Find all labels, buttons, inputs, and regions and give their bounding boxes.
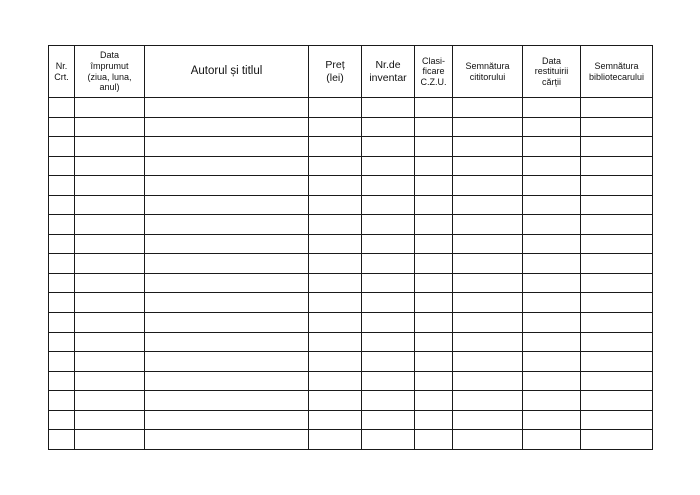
table-cell-semnatura-cititor[interactable] — [453, 176, 523, 196]
table-cell-semnatura-bibliotecar[interactable] — [581, 98, 653, 118]
table-cell-pret[interactable] — [309, 332, 362, 352]
table-cell-pret[interactable] — [309, 273, 362, 293]
table-cell-semnatura-cititor[interactable] — [453, 352, 523, 372]
table-cell-data-restituire[interactable] — [523, 313, 581, 333]
table-cell-semnatura-cititor[interactable] — [453, 332, 523, 352]
table-cell-autor-titlu[interactable] — [145, 352, 309, 372]
table-cell-data-imprumut[interactable] — [75, 391, 145, 411]
table-cell-nr-inventar[interactable] — [362, 254, 415, 274]
table-cell-data-restituire[interactable] — [523, 117, 581, 137]
table-cell-nr-inventar[interactable] — [362, 195, 415, 215]
table-cell-autor-titlu[interactable] — [145, 195, 309, 215]
table-cell-clasificare[interactable] — [415, 215, 453, 235]
table-row — [49, 352, 653, 372]
table-cell-pret[interactable] — [309, 234, 362, 254]
table-cell-data-restituire[interactable] — [523, 156, 581, 176]
table-cell-nr[interactable] — [49, 293, 75, 313]
table-cell-autor-titlu[interactable] — [145, 215, 309, 235]
table-cell-semnatura-cititor[interactable] — [453, 215, 523, 235]
table-cell-data-imprumut[interactable] — [75, 293, 145, 313]
table-cell-semnatura-bibliotecar[interactable] — [581, 293, 653, 313]
table-cell-nr-inventar[interactable] — [362, 313, 415, 333]
table-cell-semnatura-cititor[interactable] — [453, 117, 523, 137]
table-cell-data-restituire[interactable] — [523, 332, 581, 352]
table-cell-data-imprumut[interactable] — [75, 176, 145, 196]
table-cell-nr-inventar[interactable] — [362, 332, 415, 352]
table-cell-semnatura-bibliotecar[interactable] — [581, 137, 653, 157]
table-cell-pret[interactable] — [309, 313, 362, 333]
table-row — [49, 371, 653, 391]
table-cell-data-imprumut[interactable] — [75, 156, 145, 176]
table-cell-autor-titlu[interactable] — [145, 293, 309, 313]
table-cell-data-imprumut[interactable] — [75, 273, 145, 293]
table-cell-autor-titlu[interactable] — [145, 430, 309, 450]
table-cell-data-imprumut[interactable] — [75, 215, 145, 235]
table-cell-nr[interactable] — [49, 313, 75, 333]
table-cell-semnatura-bibliotecar[interactable] — [581, 391, 653, 411]
table-cell-semnatura-bibliotecar[interactable] — [581, 332, 653, 352]
table-cell-autor-titlu[interactable] — [145, 156, 309, 176]
table-cell-pret[interactable] — [309, 293, 362, 313]
table-cell-semnatura-bibliotecar[interactable] — [581, 176, 653, 196]
table-cell-clasificare[interactable] — [415, 391, 453, 411]
table-cell-clasificare[interactable] — [415, 332, 453, 352]
register-sheet — [48, 45, 652, 450]
table-cell-autor-titlu[interactable] — [145, 313, 309, 333]
table-cell-pret[interactable] — [309, 352, 362, 372]
table-cell-semnatura-cititor[interactable] — [453, 391, 523, 411]
table-cell-data-imprumut[interactable] — [75, 410, 145, 430]
table-cell-semnatura-bibliotecar[interactable] — [581, 313, 653, 333]
table-row — [49, 254, 653, 274]
column-header-librarian-signature: Semnătura bibliotecarului — [581, 46, 653, 98]
table-cell-semnatura-cititor[interactable] — [453, 98, 523, 118]
table-cell-data-imprumut[interactable] — [75, 137, 145, 157]
table-cell-pret[interactable] — [309, 215, 362, 235]
column-header-return-date: Data restituirii cărții — [523, 46, 581, 98]
column-header-reader-signature: Semnătura cititorului — [453, 46, 523, 98]
table-cell-autor-titlu[interactable] — [145, 137, 309, 157]
table-cell-nr[interactable] — [49, 137, 75, 157]
table-cell-clasificare[interactable] — [415, 234, 453, 254]
table-cell-nr[interactable] — [49, 234, 75, 254]
table-cell-data-imprumut[interactable] — [75, 430, 145, 450]
table-cell-autor-titlu[interactable] — [145, 234, 309, 254]
column-header-loan-date: Data împrumut (ziua, luna, anul) — [75, 46, 145, 98]
table-cell-semnatura-cititor[interactable] — [453, 234, 523, 254]
table-cell-clasificare[interactable] — [415, 273, 453, 293]
table-cell-data-imprumut[interactable] — [75, 313, 145, 333]
table-cell-semnatura-bibliotecar[interactable] — [581, 430, 653, 450]
table-cell-autor-titlu[interactable] — [145, 410, 309, 430]
table-cell-data-restituire[interactable] — [523, 176, 581, 196]
table-cell-data-imprumut[interactable] — [75, 117, 145, 137]
table-cell-clasificare[interactable] — [415, 117, 453, 137]
table-cell-semnatura-cititor[interactable] — [453, 410, 523, 430]
table-cell-nr[interactable] — [49, 215, 75, 235]
table-cell-data-restituire[interactable] — [523, 98, 581, 118]
table-row — [49, 176, 653, 196]
table-cell-pret[interactable] — [309, 137, 362, 157]
table-row — [49, 156, 653, 176]
table-cell-pret[interactable] — [309, 117, 362, 137]
table-cell-pret[interactable] — [309, 156, 362, 176]
table-cell-autor-titlu[interactable] — [145, 391, 309, 411]
table-cell-clasificare[interactable] — [415, 254, 453, 274]
table-cell-pret[interactable] — [309, 391, 362, 411]
table-cell-nr[interactable] — [49, 410, 75, 430]
table-cell-nr-inventar[interactable] — [362, 410, 415, 430]
table-row — [49, 195, 653, 215]
table-cell-nr-inventar[interactable] — [362, 176, 415, 196]
table-cell-clasificare[interactable] — [415, 176, 453, 196]
table-cell-data-imprumut[interactable] — [75, 254, 145, 274]
table-row — [49, 215, 653, 235]
table-cell-data-imprumut[interactable] — [75, 98, 145, 118]
table-header — [49, 46, 653, 98]
table-cell-data-restituire[interactable] — [523, 410, 581, 430]
table-row — [49, 293, 653, 313]
table-cell-autor-titlu[interactable] — [145, 176, 309, 196]
table-cell-data-restituire[interactable] — [523, 254, 581, 274]
loan-register-table — [48, 45, 653, 450]
table-row — [49, 273, 653, 293]
column-header-inventory-number: Nr.de inventar — [362, 46, 415, 98]
table-cell-nr-inventar[interactable] — [362, 352, 415, 372]
table-cell-clasificare[interactable] — [415, 371, 453, 391]
table-cell-clasificare[interactable] — [415, 195, 453, 215]
table-cell-data-imprumut[interactable] — [75, 332, 145, 352]
table-cell-pret[interactable] — [309, 195, 362, 215]
table-cell-pret[interactable] — [309, 410, 362, 430]
table-cell-data-restituire[interactable] — [523, 273, 581, 293]
table-cell-semnatura-cititor[interactable] — [453, 254, 523, 274]
table-cell-data-imprumut[interactable] — [75, 234, 145, 254]
table-cell-clasificare[interactable] — [415, 313, 453, 333]
table-cell-nr-inventar[interactable] — [362, 98, 415, 118]
table-cell-semnatura-bibliotecar[interactable] — [581, 254, 653, 274]
table-cell-autor-titlu[interactable] — [145, 371, 309, 391]
table-cell-nr[interactable] — [49, 371, 75, 391]
table-cell-autor-titlu[interactable] — [145, 254, 309, 274]
header-row — [49, 46, 653, 98]
table-cell-data-restituire[interactable] — [523, 430, 581, 450]
table-cell-semnatura-cititor[interactable] — [453, 137, 523, 157]
table-cell-pret[interactable] — [309, 254, 362, 274]
table-cell-nr[interactable] — [49, 156, 75, 176]
table-cell-semnatura-bibliotecar[interactable] — [581, 371, 653, 391]
table-cell-semnatura-bibliotecar[interactable] — [581, 410, 653, 430]
table-row — [49, 98, 653, 118]
table-cell-semnatura-bibliotecar[interactable] — [581, 195, 653, 215]
table-cell-data-restituire[interactable] — [523, 215, 581, 235]
table-row — [49, 137, 653, 157]
table-cell-pret[interactable] — [309, 98, 362, 118]
table-cell-semnatura-cititor[interactable] — [453, 195, 523, 215]
table-cell-semnatura-bibliotecar[interactable] — [581, 273, 653, 293]
table-cell-nr[interactable] — [49, 352, 75, 372]
table-cell-nr[interactable] — [49, 176, 75, 196]
table-cell-nr-inventar[interactable] — [362, 371, 415, 391]
table-cell-data-restituire[interactable] — [523, 234, 581, 254]
table-cell-data-imprumut[interactable] — [75, 195, 145, 215]
table-cell-nr[interactable] — [49, 430, 75, 450]
table-cell-clasificare[interactable] — [415, 352, 453, 372]
table-cell-nr-inventar[interactable] — [362, 273, 415, 293]
table-cell-semnatura-cititor[interactable] — [453, 273, 523, 293]
table-cell-semnatura-cititor[interactable] — [453, 156, 523, 176]
table-body — [49, 98, 653, 450]
table-cell-nr-inventar[interactable] — [362, 234, 415, 254]
column-header-author-title: Autorul și titlul — [145, 46, 309, 98]
table-cell-data-restituire[interactable] — [523, 391, 581, 411]
table-cell-data-restituire[interactable] — [523, 371, 581, 391]
table-cell-data-restituire[interactable] — [523, 293, 581, 313]
column-header-nr: Nr. Crt. — [49, 46, 75, 98]
table-cell-data-restituire[interactable] — [523, 137, 581, 157]
table-cell-nr[interactable] — [49, 332, 75, 352]
table-cell-nr-inventar[interactable] — [362, 215, 415, 235]
table-cell-nr[interactable] — [49, 391, 75, 411]
column-header-classification: Clasi- ficare C.Z.U. — [415, 46, 453, 98]
table-cell-nr-inventar[interactable] — [362, 430, 415, 450]
table-cell-pret[interactable] — [309, 430, 362, 450]
table-cell-pret[interactable] — [309, 371, 362, 391]
table-cell-data-imprumut[interactable] — [75, 371, 145, 391]
table-cell-nr[interactable] — [49, 254, 75, 274]
table-cell-nr-inventar[interactable] — [362, 156, 415, 176]
table-row — [49, 313, 653, 333]
table-cell-semnatura-cititor[interactable] — [453, 313, 523, 333]
table-cell-nr-inventar[interactable] — [362, 137, 415, 157]
table-cell-clasificare[interactable] — [415, 430, 453, 450]
table-cell-nr[interactable] — [49, 98, 75, 118]
table-cell-nr[interactable] — [49, 117, 75, 137]
table-cell-clasificare[interactable] — [415, 410, 453, 430]
table-cell-clasificare[interactable] — [415, 156, 453, 176]
table-cell-pret[interactable] — [309, 176, 362, 196]
table-cell-semnatura-bibliotecar[interactable] — [581, 234, 653, 254]
table-cell-nr-inventar[interactable] — [362, 117, 415, 137]
table-cell-nr[interactable] — [49, 195, 75, 215]
table-row — [49, 391, 653, 411]
table-row — [49, 117, 653, 137]
table-cell-semnatura-bibliotecar[interactable] — [581, 156, 653, 176]
table-cell-semnatura-bibliotecar[interactable] — [581, 352, 653, 372]
table-row — [49, 410, 653, 430]
table-cell-clasificare[interactable] — [415, 137, 453, 157]
table-row — [49, 332, 653, 352]
table-cell-semnatura-bibliotecar[interactable] — [581, 215, 653, 235]
table-cell-nr-inventar[interactable] — [362, 391, 415, 411]
table-cell-autor-titlu[interactable] — [145, 332, 309, 352]
table-cell-data-imprumut[interactable] — [75, 352, 145, 372]
table-cell-clasificare[interactable] — [415, 98, 453, 118]
table-row — [49, 234, 653, 254]
table-cell-semnatura-cititor[interactable] — [453, 430, 523, 450]
table-cell-nr-inventar[interactable] — [362, 293, 415, 313]
table-row — [49, 430, 653, 450]
table-cell-semnatura-cititor[interactable] — [453, 371, 523, 391]
table-cell-autor-titlu[interactable] — [145, 117, 309, 137]
column-header-price: Preț (lei) — [309, 46, 362, 98]
table-cell-clasificare[interactable] — [415, 293, 453, 313]
table-cell-autor-titlu[interactable] — [145, 98, 309, 118]
table-cell-data-restituire[interactable] — [523, 195, 581, 215]
table-cell-nr[interactable] — [49, 273, 75, 293]
table-cell-semnatura-cititor[interactable] — [453, 293, 523, 313]
table-cell-autor-titlu[interactable] — [145, 273, 309, 293]
table-cell-semnatura-bibliotecar[interactable] — [581, 117, 653, 137]
table-cell-data-restituire[interactable] — [523, 352, 581, 372]
